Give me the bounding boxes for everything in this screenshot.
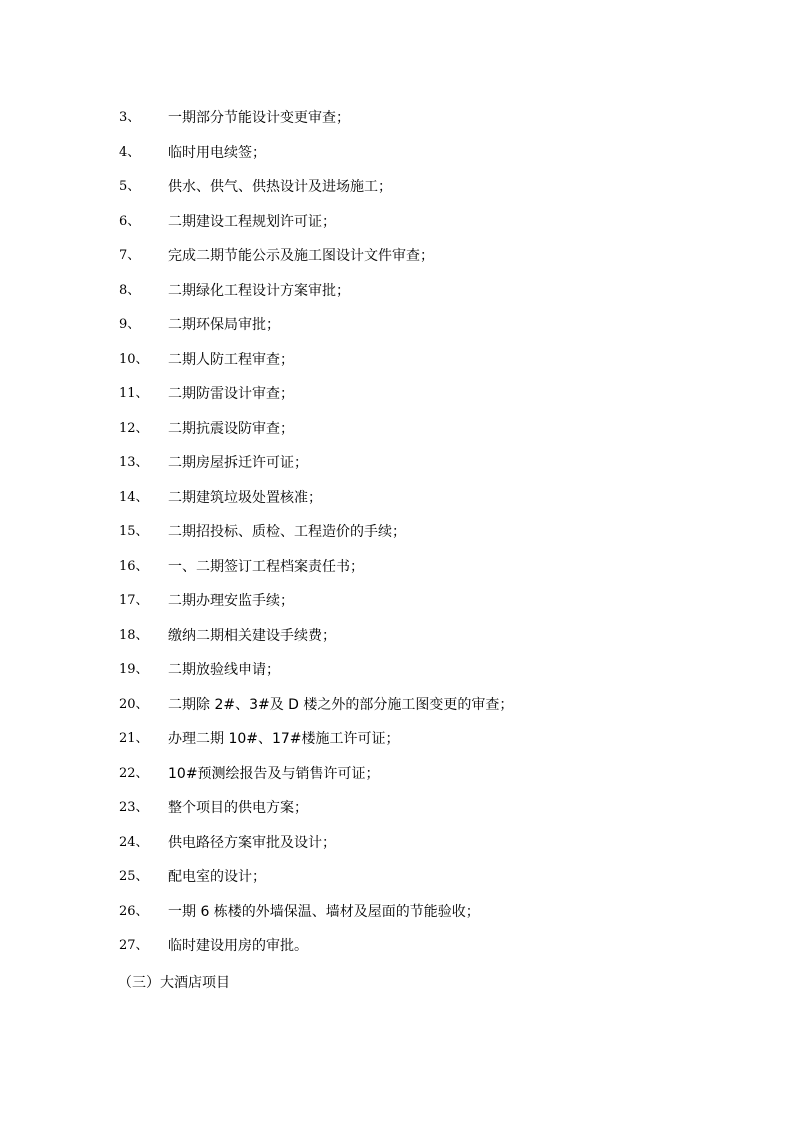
list-item (0, 653, 794, 688)
item-number: 19、 (119, 662, 149, 677)
list-item (0, 757, 794, 792)
item-number: 7、 (119, 248, 141, 263)
item-number: 5、 (119, 179, 141, 194)
item-number: 15、 (119, 524, 149, 539)
item-text: 一期 6 栋楼的外墙保温、墙材及屋面的节能验收； (168, 903, 480, 920)
item-text: 一期部分节能设计变更审查； (168, 110, 350, 126)
list-item (0, 170, 794, 205)
item-text: 一、二期签订工程档案责任书； (168, 558, 364, 575)
list-item (0, 722, 794, 757)
item-number: 21、 (119, 731, 149, 746)
item-text: 二期建设工程规划许可证； (168, 213, 336, 230)
item-text: 临时建设用房的审批。 (168, 938, 308, 954)
list-item (0, 136, 794, 171)
list-item (0, 860, 794, 895)
item-number: 20、 (119, 696, 149, 712)
item-number: 24、 (119, 834, 149, 850)
list-item (0, 584, 794, 619)
list-item (0, 826, 794, 861)
item-text: 办理二期 10#、17#楼施工许可证； (168, 731, 400, 747)
item-text: 二期放验线申请； (168, 662, 280, 678)
item-number: 17、 (119, 593, 149, 608)
item-text: 二期绿化工程设计方案审批； (168, 282, 350, 299)
item-text: 二期招投标、质检、工程造价的手续； (168, 524, 406, 540)
list-item (0, 515, 794, 550)
item-number: 13、 (119, 455, 149, 470)
list-item (0, 929, 794, 964)
section-heading: （三）大酒店项目 (118, 975, 230, 991)
item-text: 完成二期节能公示及施工图设计文件审查； (168, 248, 434, 264)
list-item (0, 446, 794, 481)
list-item (0, 239, 794, 274)
item-text: 配电室的设计； (168, 869, 266, 885)
item-number: 25、 (119, 869, 149, 884)
list-item (0, 895, 794, 930)
item-number: 26、 (119, 903, 149, 919)
item-number: 12、 (119, 420, 149, 436)
item-number: 6、 (119, 213, 141, 229)
item-number: 18、 (119, 627, 149, 643)
list-item (0, 550, 794, 585)
item-text: 二期房屋拆迁许可证； (168, 455, 308, 471)
item-number: 10、 (119, 351, 149, 367)
item-text: 临时用电续签； (168, 144, 266, 161)
item-number: 9、 (119, 317, 141, 332)
item-text: 二期抗震设防审查； (168, 420, 294, 437)
list-item (0, 377, 794, 412)
item-text: 二期建筑垃圾处置核准； (168, 489, 322, 506)
item-text: 二期防雷设计审查； (168, 386, 294, 402)
list-item (0, 274, 794, 309)
item-number: 11、 (119, 386, 149, 401)
item-number: 4、 (119, 144, 141, 160)
item-text: 二期除 2#、3#及 D 楼之外的部分施工图变更的审查； (168, 696, 514, 713)
list-item (0, 308, 794, 343)
item-number: 14、 (119, 489, 149, 505)
item-number: 23、 (119, 800, 149, 815)
item-text: 供水、供气、供热设计及进场施工； (168, 179, 392, 195)
list-item (0, 412, 794, 447)
item-text: 二期办理安监手续； (168, 593, 294, 609)
list-item (0, 101, 794, 136)
item-text: 二期人防工程审查； (168, 351, 294, 368)
approval-item-list (0, 101, 794, 964)
item-text: 供电路径方案审批及设计； (168, 834, 336, 851)
item-number: 8、 (119, 282, 141, 298)
list-item (0, 343, 794, 378)
list-item (0, 688, 794, 723)
item-number: 22、 (119, 765, 149, 781)
item-number: 3、 (119, 110, 141, 125)
item-text: 缴纳二期相关建设手续费； (168, 627, 336, 644)
item-text: 10#预测绘报告及与销售许可证； (168, 765, 380, 782)
item-number: 16、 (119, 558, 149, 574)
item-text: 整个项目的供电方案； (168, 800, 308, 816)
list-item (0, 619, 794, 654)
list-item (0, 481, 794, 516)
item-text: 二期环保局审批； (168, 317, 280, 333)
list-item (0, 205, 794, 240)
list-item (0, 791, 794, 826)
item-number: 27、 (119, 938, 149, 953)
